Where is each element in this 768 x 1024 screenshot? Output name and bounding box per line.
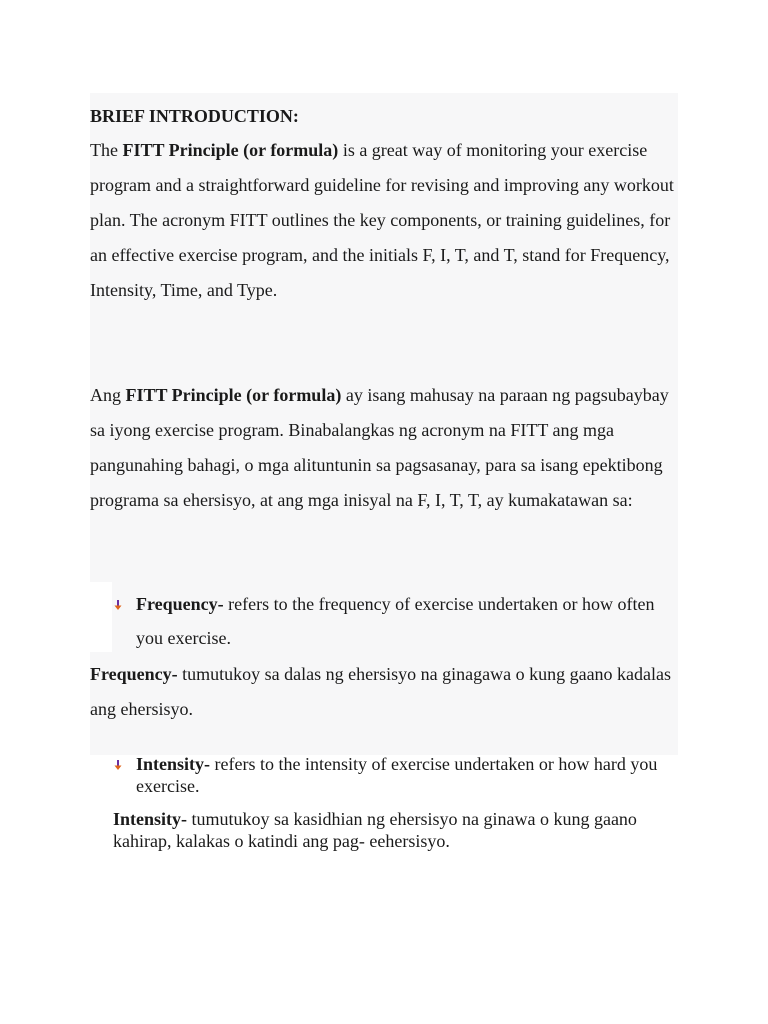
intro-english-term: FITT Principle (or formula)	[122, 140, 339, 160]
frequency-term: Frequency-	[136, 594, 224, 614]
intro-english	[90, 133, 680, 308]
intro-filipino-term: FITT Principle (or formula)	[125, 385, 342, 405]
frequency-filipino-term: Frequency-	[90, 664, 178, 684]
frequency-filipino-text: tumutukoy sa dalas ng ehersisyo na ginagawa o kung gaano kadalas ang ehersisyo.	[90, 664, 672, 719]
intro-filipino	[90, 378, 680, 518]
intensity-term: Intensity-	[136, 754, 211, 774]
intro-english-pre: The	[90, 140, 123, 160]
intensity-filipino-text: tumutukoy sa kasidhian ng ehersisyo na ginawa o kung gaano kahirap, kalakas o katindi ang pag- eehersisyo.	[113, 809, 637, 851]
intensity-filipino	[113, 808, 673, 852]
intro-english-post: is a great way of monitoring your exercise program and a straightforward guideline for revising and improving any workout plan. The acronym FITT outlines the key components, or training guidelines, for an effective exercise program, and the initials F, I, T, and T, stand for Frequency, Intensity, Time, and Type.	[90, 140, 674, 300]
frequency-english-text: refers to the frequency of exercise undertaken or how often you exercise.	[136, 594, 655, 648]
intensity-english	[136, 753, 681, 797]
intensity-filipino-term: Intensity-	[113, 809, 188, 829]
frequency-english	[136, 587, 681, 655]
arrow-down-bullet-icon	[112, 599, 124, 611]
frequency-filipino	[90, 657, 680, 727]
page-shade-notch	[90, 582, 112, 652]
heading: BRIEF INTRODUCTION:	[90, 106, 299, 126]
intro-filipino-pre: Ang	[90, 385, 126, 405]
arrow-down-bullet-icon	[112, 759, 124, 771]
intensity-english-text: refers to the intensity of exercise undertaken or how hard you exercise.	[136, 754, 658, 796]
intro-filipino-post: ay isang mahusay na paraan ng pagsubaybay sa iyong exercise program. Binabalangkas ng acronym na FITT ang mga pangunahing bahagi, o mga alituntunin sa pagsasanay, para sa isang epektibong programa sa ehersisyo, at ang mga inisyal na F, I, T, T, ay kumakatawan sa:	[90, 385, 669, 510]
